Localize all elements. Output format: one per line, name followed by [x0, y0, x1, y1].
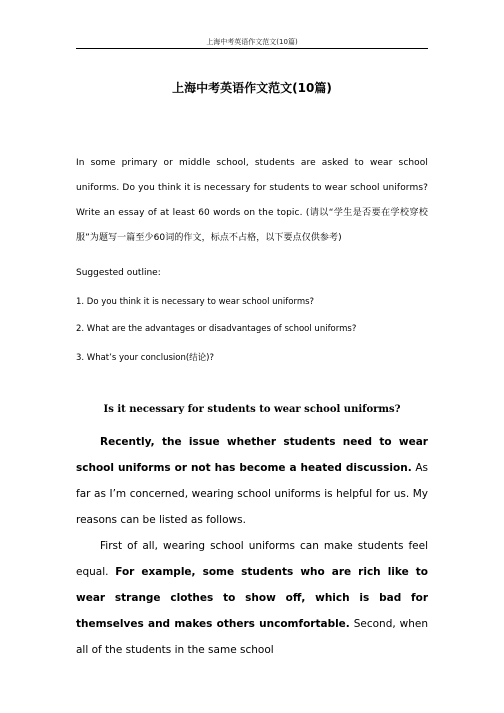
outline-item-1: 1. Do you think it is necessary to wear school uniforms?	[76, 297, 315, 307]
document-title: 上海中考英语作文范文(10篇)	[172, 81, 332, 95]
paragraph-2-text-end: Second, when all of the students in the same school	[76, 618, 428, 656]
essay-paragraph-2	[76, 533, 428, 663]
outline-label: Suggested outline:	[76, 268, 161, 278]
essay-paragraph-1	[76, 429, 428, 533]
running-header: 上海中考英语作文范文(10篇)	[206, 38, 298, 46]
paragraph-1-bold-text: Recently, the issue whether students need to wear school uniforms or not has become a heated discussion.	[76, 436, 428, 474]
paragraph-2-bold-text: For example, some students who are rich like to wear strange clothes to show off, which is bad for themselves and makes others uncomfortable.	[76, 566, 428, 630]
paragraph-2-text-start: First of all, wearing school uniforms can make students feel equal.	[76, 540, 428, 578]
intro-paragraph: In some primary or middle school, students are asked to wear school uniforms. Do you think it is necessary for students to wear school uniforms? Write an essay of at least 60 words on the topic. (请以“学生是否要在学校穿校服”为题写一篇至少60词的作文，标点不占格，以下要点仅供参考)	[76, 158, 428, 243]
outline-item-2: 2. What are the advantages or disadvantages of school uniforms?	[76, 324, 357, 334]
header-divider	[76, 48, 428, 49]
essay-title: Is it necessary for students to wear school uniforms?	[103, 404, 401, 415]
paragraph-1-text: As far as I’m concerned, wearing school uniforms is helpful for us. My reasons can be listed as follows.	[76, 462, 429, 526]
outline-item-3: 3. What’s your conclusion(结论)?	[76, 353, 214, 363]
